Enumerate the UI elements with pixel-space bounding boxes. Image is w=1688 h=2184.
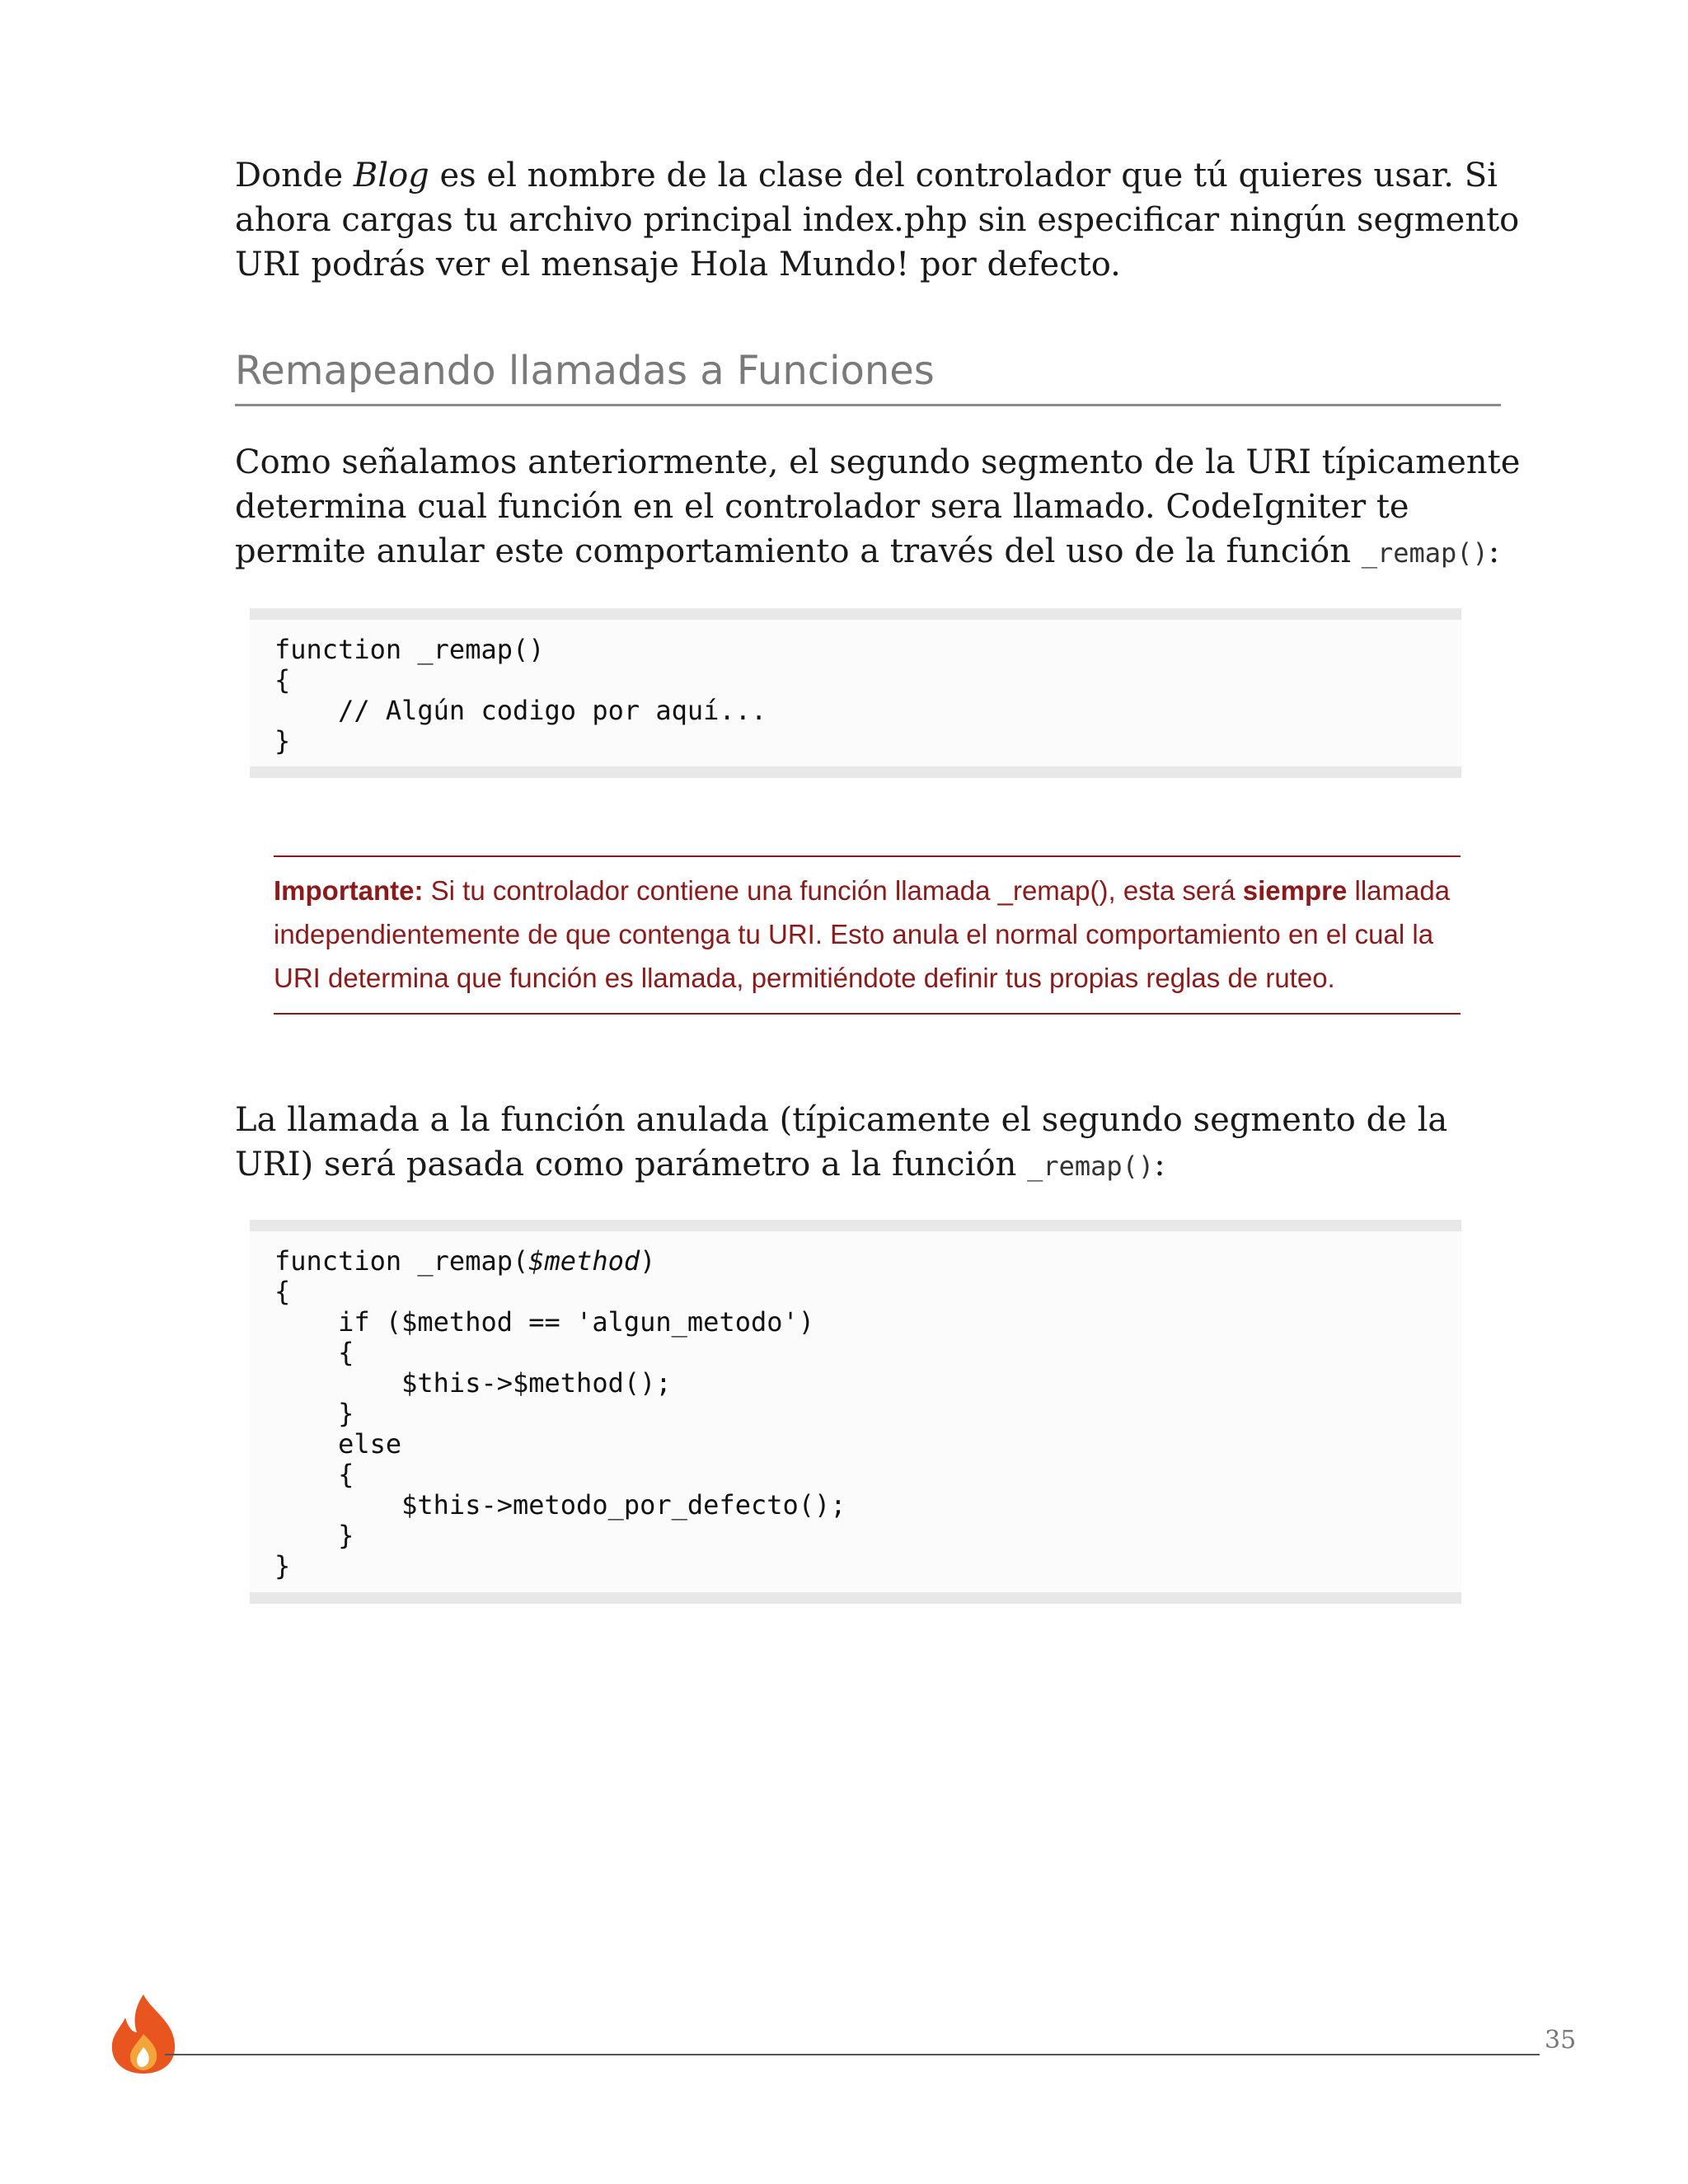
code-text: function _remap( <box>274 1245 529 1277</box>
code-block-remap <box>250 608 1461 778</box>
paragraph-remap-intro <box>235 440 1521 575</box>
note-label: Importante: <box>274 875 424 906</box>
note-text: Si tu controlador contiene una función llamada _remap(), esta será <box>423 875 1243 906</box>
footer-rule <box>165 2054 1540 2055</box>
code-listing <box>274 1246 1437 1582</box>
code-listing: function _remap() { // Algún codigo por aquí... } <box>274 634 767 757</box>
paragraph-text: Como señalamos anteriormente, el segundo segmento de la URI típicamente determina cual función en el controlador sera llamado. CodeIgniter te permite anular este comportamiento a través del uso de la función <box>235 443 1521 570</box>
note-bold-word: siempre <box>1242 875 1348 906</box>
page-number: 35 <box>1545 2026 1577 2055</box>
paragraph-end: : <box>1154 1146 1165 1183</box>
intro-text-continued: es el nombre de la clase del controlador que tú quieres usar. Si ahora cargas tu archivo principal index.php sin especificar ningún segmento URI podrás ver el mensaje Hola Mundo! por defecto. <box>235 157 1520 284</box>
paragraph-end: : <box>1488 532 1500 570</box>
paragraph-text: La llamada a la función anulada (típicamente el segundo segmento de la URI) será pasada como parámetro a la función <box>235 1101 1448 1183</box>
intro-italic-word: Blog <box>353 157 429 194</box>
code-block-remap-method <box>250 1220 1461 1604</box>
code-text: ) <box>640 1245 656 1277</box>
note-text-continued: llamada independientemente de que contenga tu URI. Esto anula el normal comportamiento en el cual la URI determina que función es llamada, permitiéndote definir tus propias reglas de ruteo. <box>274 875 1451 993</box>
inline-code: _remap() <box>1361 537 1489 569</box>
section-heading: Remapeando llamadas a Funciones <box>235 346 1501 406</box>
code-body: { if ($method == 'algun_metodo') { $this->$method(); } else { $this->metodo_por_defecto(); } } <box>274 1276 846 1582</box>
inline-code: _remap() <box>1027 1151 1155 1182</box>
codeigniter-flame-icon <box>106 1993 181 2075</box>
paragraph-remap-param <box>235 1098 1521 1188</box>
code-param: $method <box>528 1245 640 1277</box>
intro-text: Donde <box>235 157 354 194</box>
important-note <box>274 855 1461 1015</box>
intro-paragraph <box>235 153 1521 287</box>
